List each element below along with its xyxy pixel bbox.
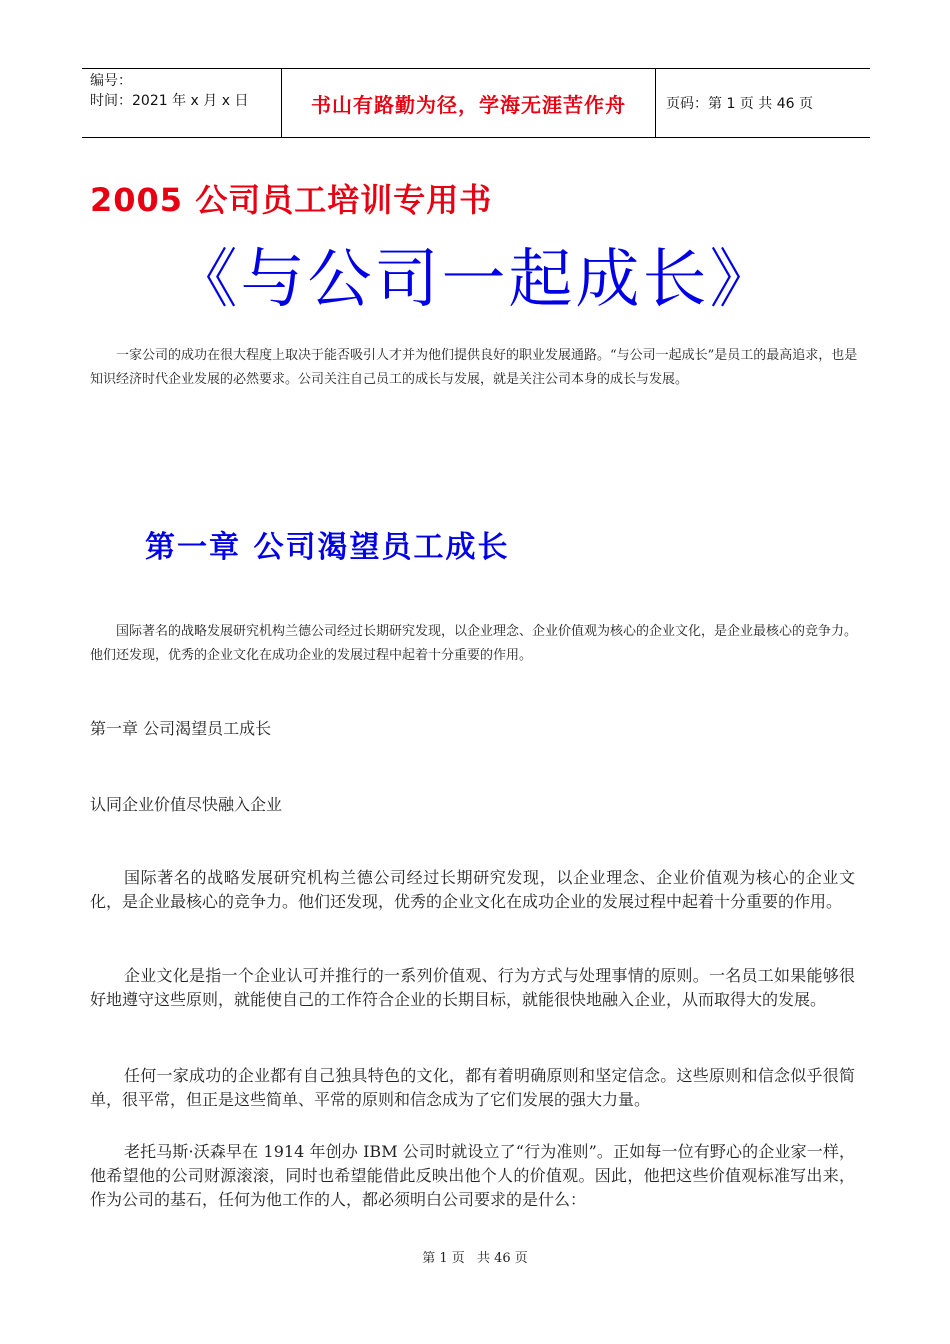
document-title-line1: 2005 公司员工培训专用书 (90, 181, 493, 219)
chapter-summary: 国际著名的战略发展研究机构兰德公司经过长期研究发现，以企业理念、企业价值观为核心的企业文化，是企业最核心的竞争力。他们还发现，优秀的企业文化在成功企业的发展过程中起着十分重要的作用。 (90, 624, 858, 663)
body-paragraph: 国际著名的战略发展研究机构兰德公司经过长期研究发现，以企业理念、企业价值观为核心的企业文化，是企业最核心的竞争力。他们还发现，优秀的企业文化在成功企业的发展过程中起着十分重要的作用。 (90, 868, 855, 911)
intro-paragraph: 一家公司的成功在很大程度上取决于能否吸引人才并为他们提供良好的职业发展通路。“与公司一起成长”是员工的最高追求，也是知识经济时代企业发展的必然要求。公司关注自己员工的成长与发展，就是关注公司本身的成长与发展。 (90, 348, 858, 387)
header-number-label: 编号： (90, 73, 132, 89)
header-table (82, 68, 870, 138)
body-paragraph: 企业文化是指一个企业认可并推行的一系列价值观、行为方式与处理事情的原则。一名员工如果能够很好地遵守这些原则，就能使自己的工作符合企业的长期目标，就能很快地融入企业，从而取得大的发展。 (90, 966, 855, 1009)
header-meta-cell (82, 69, 282, 137)
header-page-info: 页码：第 1 页 共 46 页 (666, 96, 813, 112)
header-motto: 书山有路勤为径，学海无涯苦作舟 (311, 92, 626, 117)
section-chapter-label: 第一章 公司渴望员工成长 (90, 719, 272, 738)
header-time-label: 时间：2021 年 x 月 x 日 (90, 93, 249, 109)
footer-page-label: 第 1 页 (422, 1251, 465, 1266)
page-footer (0, 1247, 950, 1266)
body-paragraph: 任何一家成功的企业都有自己独具特色的文化，都有着明确原则和坚定信念。这些原则和信念似乎很简单，很平常，但正是这些简单、平常的原则和信念成为了它们发展的强大力量。 (90, 1066, 855, 1109)
header-motto-cell (282, 69, 656, 137)
body-paragraph: 老托马斯·沃森早在 1914 年创办 IBM 公司时就设立了“行为准则”。正如每一位有野心的企业家一样，他希望他的公司财源滚滚，同时也希望能借此反映出他个人的价值观。因此，他把这些价值观标准写出来，作为公司的基石，任何为他工作的人，都必须明白公司要求的是什么： (90, 1142, 855, 1209)
chapter-heading: 第一章 公司渴望员工成长 (145, 530, 510, 565)
footer-total-label: 共 46 页 (476, 1251, 528, 1266)
document-title-line2: 《与公司一起成长》 (173, 243, 777, 317)
section-title: 认同企业价值尽快融入企业 (90, 795, 283, 814)
